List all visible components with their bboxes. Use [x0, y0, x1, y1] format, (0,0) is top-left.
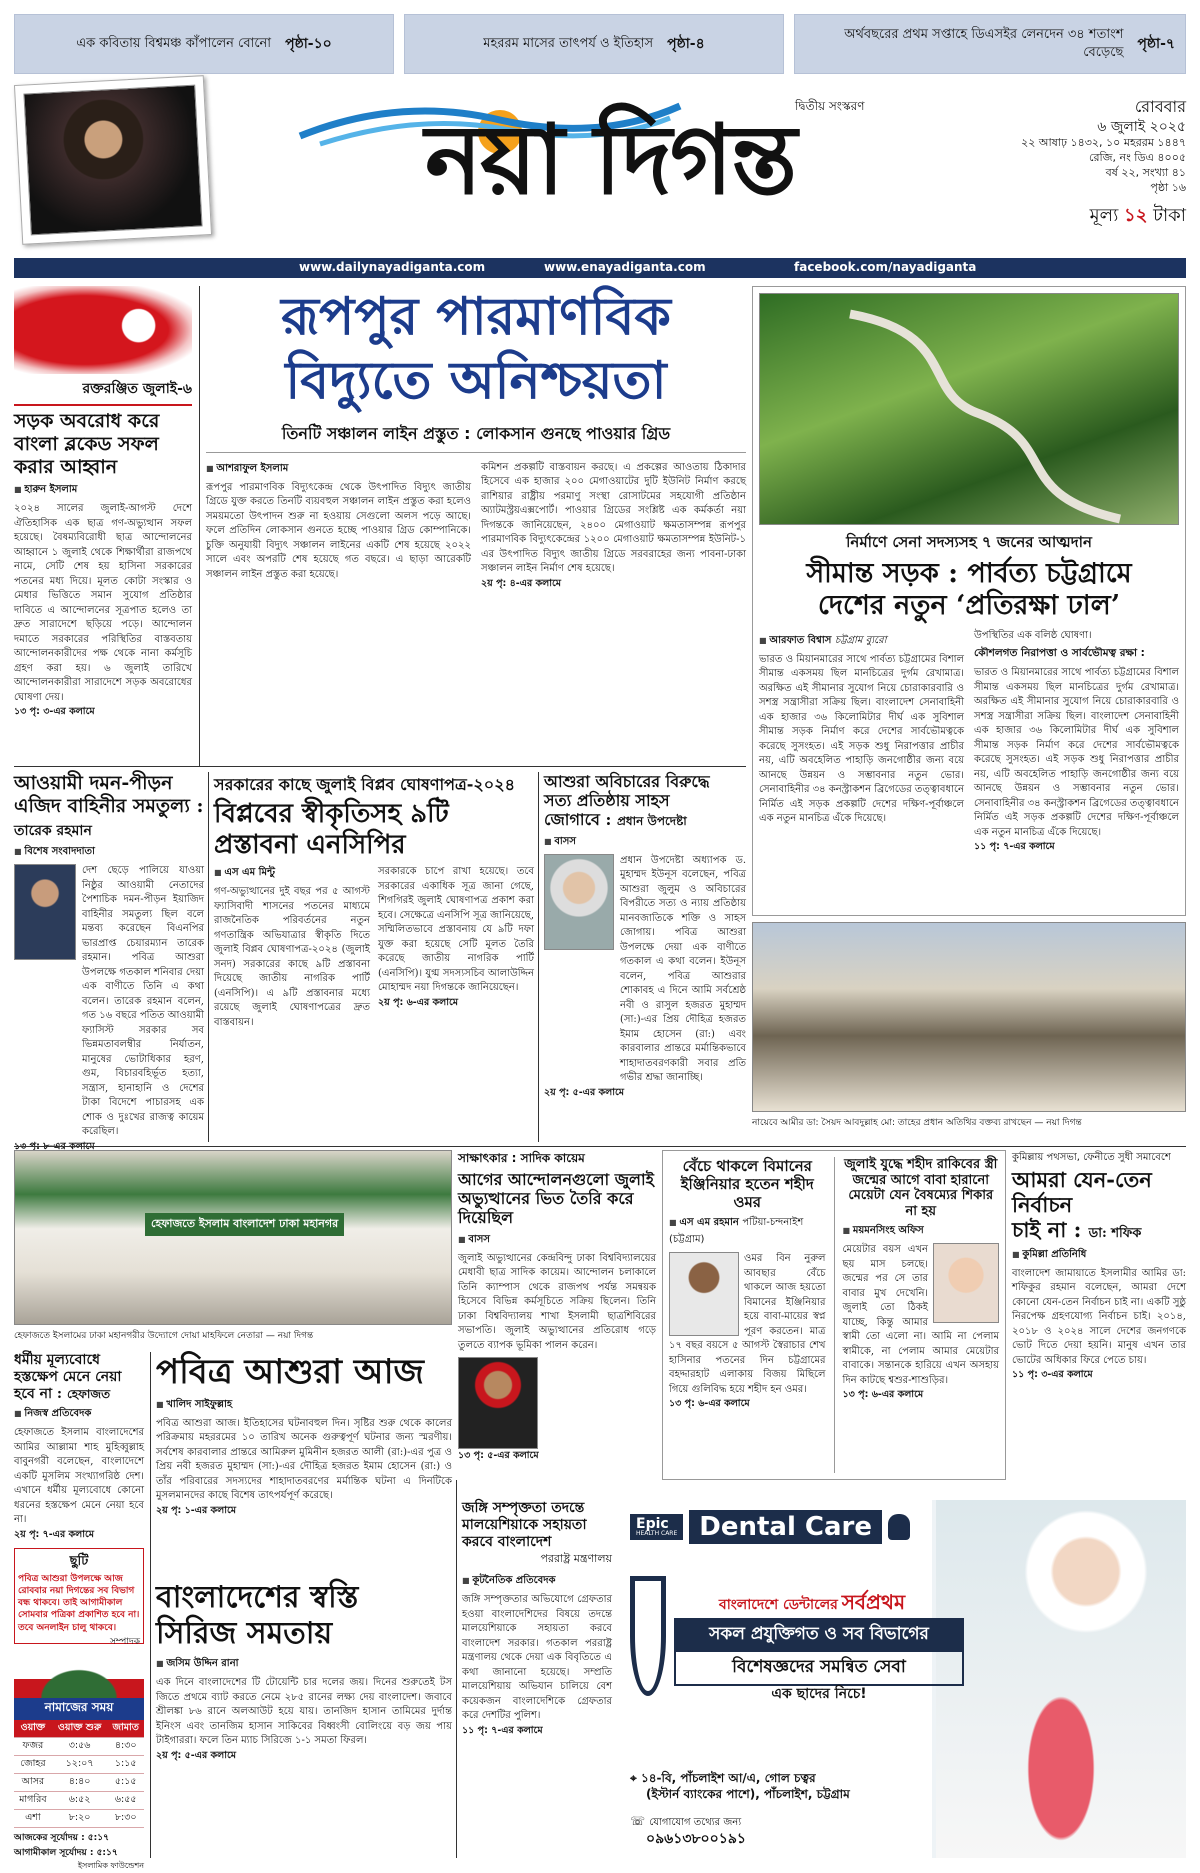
teaser-photo — [23, 85, 202, 236]
notice-title: ছুটি — [69, 1554, 89, 1569]
photo-caption-kicker: নির্মাণে সেনা সদস্যসহ ৭ জনের আত্মদান — [846, 533, 1092, 551]
body: পবিত্র আশুরা আজ। ইতিহাসের ঘটনাবহুল দিন। সৃষ্টির শুরু থেকে কালের পরিক্রমায় মহররমের ১০ তারিখ অনেক গুরুত্বপূর্ণ ঘটনার জন্য স্মরণীয়। সর্বশেষ কারবালার প্রান্তরে আমিরুল মুমিনীন হজরত আলী (রা:)-এর পুত্র ও প্রিয় নবী হজরত মুহাম্মদ (সা:)-এর দৌহিত্র হজরত ইমাম হোসেন (রা:) ও তাঁর পরিবারের সদস্যদের শাহাদাতবরণের মর্মান্তিক ঘটনা এ দিনটিকে মুসলমানদের কাছে বিশেষ তাৎপর্যপূর্ণ করেছে। — [156, 1417, 452, 1502]
teaser-title: অর্থবছরের প্রথম সপ্তাহে ডিএসইর লেনদেন ৩৪ শতাংশ বেড়েছে — [844, 26, 1124, 60]
price-box — [990, 204, 1186, 228]
ad-brand-row — [630, 1510, 910, 1544]
headline-1[interactable]: সীমান্ত সড়ক : পার্বত্য চট্টগ্রামে — [806, 558, 1132, 589]
shafiq-story — [1012, 1150, 1186, 1480]
photo-caption: নায়েবে আমীর ডা: সৈয়দ আবদুল্লাহ মো: তাহের প্রধান অতিথির বক্তব্য রাখছেন — নয়া দিগন্ত — [752, 1118, 1082, 1128]
prayer-credit: ইসলামিক ফাউন্ডেশন — [77, 1861, 144, 1870]
border-road-story — [752, 286, 1186, 916]
headline-1[interactable]: আওয়ামী দমন-পীড়ন — [14, 772, 173, 794]
column-rule — [150, 1352, 151, 1858]
price-label: মূল্য — [1089, 204, 1119, 226]
ad-logo: Epic HEALTH CARE — [630, 1514, 683, 1540]
teaser-page: পৃষ্ঠা-১০ — [285, 36, 332, 52]
reg-label: রেজি, নং ডিএ ৪০০৫ — [1089, 151, 1186, 165]
tarique-story — [14, 772, 204, 1142]
prayer-title: নামাজের সময় — [14, 1698, 144, 1720]
byline: ■ বাসস — [458, 1232, 656, 1249]
photo-caption: হেফাজতে ইসলামের ঢাকা মহানগরীর উদ্যোগে দোয়া মাহফিলে নেতারা — নয়া দিগন্ত — [14, 1331, 314, 1341]
prayer-header: ওয়াক্ত শুরু — [52, 1720, 108, 1738]
left-top-story — [14, 286, 192, 766]
ad-photo — [936, 1500, 1186, 1858]
byline: ■ কূটনৈতিক প্রতিবেদক — [462, 1573, 612, 1590]
price-unit: টাকা — [1153, 204, 1186, 226]
headline-1[interactable]: আশুরা অবিচারের বিরুদ্ধে — [544, 772, 710, 791]
headline[interactable]: আগের আন্দোলনগুলো জুলাই অভ্যুত্থানের ভিত তৈরি করে দিয়েছিল — [458, 1170, 654, 1228]
teaser-photo-frame[interactable] — [14, 75, 212, 245]
byline: ■ কুমিল্লা প্রতিনিধি — [1012, 1247, 1186, 1264]
body: বাংলাদেশ জামায়াতে ইসলামীর আমির ডা: শফিকুর রহমান বলেছেন, আমরা দেশে কোনো যেন-তেন নির্বাচন চাই না। একটি সুষ্ঠু নিরপেক্ষ গ্রহণযোগ্য নির্বাচন চাই। ২০১৪, ২০১৮ ও ২০২৪ সালে দেশের জনগণকে ভোট দিতে দেয়া হয়নি। মানুষ এখন তার ভোটের অধিকার ফিরে পেতে চায়। — [1012, 1267, 1186, 1366]
horizontal-rule — [14, 1146, 1186, 1147]
continued-link[interactable]: ১৩ পৃ: ৫-এর কলামে — [458, 1450, 539, 1462]
prayer-table — [14, 1720, 144, 1828]
headline[interactable]: বেঁচে থাকলে বিমানের ইঞ্জিনিয়ার হতেন শহীদ ওমর — [680, 1157, 814, 1211]
lead-columns — [206, 457, 746, 592]
notice-body: পবিত্র আশুরা উপলক্ষে আজ রোববার নয়া দিগন্তের সব বিভাগ বন্ধ থাকবে। তাই আগামীকাল সোমবার পত্রিকা প্রকাশিত হবে না। তবে অনলাইন চালু থাকবে। — [18, 1574, 140, 1633]
lead-headline-2[interactable]: বিদ্যুতে অনিশ্চয়তা — [285, 350, 667, 412]
rally-photo — [752, 922, 1186, 1112]
ad-service-line-1: সকল প্রযুক্তিগত ও সব বিভাগের — [674, 1618, 964, 1652]
phone-icon: ☏ — [630, 1814, 646, 1828]
ncp-story — [214, 772, 534, 1142]
column-rule — [834, 1157, 835, 1473]
teaser-1[interactable] — [14, 14, 394, 74]
lead-subhead: তিনটি সঞ্চালন লাইন প্রস্তুত : লোকসান গুনছে পাওয়ার গ্রিড — [206, 421, 746, 453]
ashura-today-story — [156, 1352, 452, 1572]
ad-tagline: বাংলাদেশে ডেন্টালের সর্বপ্রথম — [718, 1590, 906, 1614]
cricket-story — [156, 1580, 452, 1858]
kicker: পররাষ্ট্র মন্ত্রণালয় — [540, 1552, 612, 1566]
continued-link[interactable]: ২য় পৃ: ৫-এর কলামে — [544, 1086, 625, 1098]
border-road-photo — [759, 293, 1179, 525]
byline: ■ বাসস — [544, 834, 746, 851]
horizontal-rule — [14, 766, 746, 767]
kicker: সরকারের কাছে জুলাই বিপ্লব ঘোষণাপত্র-২০২৪ — [214, 775, 515, 794]
body: মেয়েটার বয়স এখন ছয় মাস চলছে। জন্মের পর সে তার বাবার মুখ দেখেনি। জুলাই তো ঠিকই যাচ্ছে, কিন্তু আমার স্বামী তো এলো না। আমি না পেলাম স্বামীকে, না পেলাম আমার মেয়েটার বাবাকে। সন্তানকে হারিয়ে এখন অসহায় দিন কাটছে শ্বশুর-শাশুড়ির। — [842, 1244, 1000, 1386]
byline: ■ বিশেষ সংবাদদাতা — [14, 844, 204, 861]
martyr-stories-box — [662, 1150, 1006, 1480]
mosque-icon — [14, 1650, 144, 1698]
site-link-2[interactable]: www.enayadiganta.com — [544, 260, 706, 274]
tooth-icon — [888, 1514, 910, 1540]
body: ২০২৪ সালের জুলাই-আগস্ট দেশে ঐতিহাসিক এক ছাত্র গণ-অভ্যুত্থান সফল হয়েছে। বৈষম্যবিরোধী ছাত্র আন্দোলনের আহ্বানে ১ জুলাই থেকে শিক্ষার্থীরা রাজপথে নামে, সেটি শেষ হয় হাসিনা সরকারের পতনের মধ্য দিয়ে। মূলত কোটা সংস্কার ও মেধার ভিত্তিতে সমান সুযোগ প্রতিষ্ঠার দাবিতে এ আন্দোলনের সূত্রপাত হলেও তা দ্রুত সারাদেশে ছড়িয়ে পড়ে। আন্দোলন দমাতে সরকারের পরিস্থিতির বাস্তবতায় আন্দোলনকারীদের পক্ষ থেকে নানা কর্মসূচি গ্রহণ করা হয়। ৬ জুলাই তারিখে আন্দোলনকারীরা সারাদেশে সড়ক অবরোধের ঘোষণা দেয়। — [14, 503, 192, 703]
story-body-wrap — [458, 1252, 656, 1354]
day-label: রোববার — [1134, 97, 1186, 116]
body: প্রধান উপদেষ্টা অধ্যাপক ড. মুহাম্মদ ইউনূস বলেছেন, পবিত্র আশুরা জুলুম ও অবিচারের বিপরীতে সত্য ও ন্যায় প্রতিষ্ঠায় মানবজাতিকে শক্তি ও সাহস জোগায়। পবিত্র আশুরা উপলক্ষে দেয়া এক বাণীতে গতকাল এ কথা বলেন। ইউনূস বলেন, পবিত্র আশুরার শোকাবহ এ দিনে আমি সর্বশ্রেষ্ঠ নবী ও রাসুল হজরত মুহাম্মদ (সা:)-এর প্রিয় দৌহিত্র হজরত ইমাম হোসেন (রা:) এবং কারবালার প্রান্তরে মর্মান্তিকভাবে শাহাদাতবরণকারী সবার প্রতি গভীর শ্রদ্ধা জানাচ্ছি। — [620, 854, 746, 1084]
series-label: রক্তরঞ্জিত জুলাই-৬ — [14, 374, 192, 406]
ad-brand: Dental Care — [689, 1510, 882, 1544]
prayer-header: ওয়াক্ত — [14, 1720, 52, 1738]
tarique-photo — [14, 864, 76, 960]
prayer-row: এশা ৮:২০ ৮:৩০ — [14, 1810, 144, 1828]
location-icon: ⌖ — [630, 1771, 637, 1785]
headline-1[interactable]: আমরা যেন-তেন নির্বাচন — [1012, 1167, 1152, 1218]
headline-1[interactable]: বাংলাদেশের স্বস্তি — [156, 1580, 359, 1615]
prayer-row: জোহর ১২:০৭ ১:১৫ — [14, 1756, 144, 1774]
headline[interactable]: ধর্মীয় মূল্যবোধে হস্তক্ষেপ মেনে নেয়া হবে না : হেফাজত — [14, 1352, 122, 1402]
teaser-title: এক কবিতায় বিশ্বমঞ্চ কাঁপালেন বোনো — [76, 35, 272, 51]
continued-link[interactable]: ১১ পৃ: ৩-এর কলামে — [1012, 1369, 1093, 1381]
sadik-story — [458, 1150, 656, 1480]
body: দেশ ছেড়ে পালিয়ে যাওয়া নিষ্ঠুর আওয়ামী নেতাদের পৈশাচিক দমন-পীড়ন ইয়াজিদ বাহিনীর সমতুল্য ছিল বলে মন্তব্য করেছেন বিএনপির ভারপ্রাপ্ত চেয়ারম্যান তারেক রহমান। পবিত্র আশুরা উপলক্ষে গতকাল শনিবার দেয়া এক বাণীতে তিনি এ কথা বলেন। তারেক রহমান বলেন, গত ১৬ বছরে পতিত আওয়ামী ফ্যাসিস্ট সরকার সব ভিন্নমতাবলম্বীর নির্যাতন, মানুষের ভোটাধিকার হরণ, গুম, বিচারবহির্ভূত হত্যা, সন্ত্রাস, হানাহানি ও দেশের টাকা বিদেশে পাচারসহ এক শোক ও দুঃখের রাজত্ব কায়েম করেছিল। — [82, 865, 204, 1138]
intro: উপস্থিতির এক বলিষ্ঠ ঘোষণা। — [974, 629, 1092, 641]
date-label: ৬ জুলাই ২০২৫ — [1097, 118, 1186, 135]
edition-label: দ্বিতীয় সংস্করণ — [795, 99, 865, 113]
story-columns — [214, 861, 534, 1030]
baby-photo — [933, 1243, 999, 1323]
continued-link[interactable]: ২য় পৃ: ১-এর কলামে — [156, 1504, 237, 1516]
yunus-story — [544, 772, 746, 1142]
date-alt-label: ২২ আষাঢ় ১৪৩২, ১০ মহররম ১৪৪৭ — [1021, 136, 1186, 150]
body: হেফাজতে ইসলাম বাংলাদেশের আমির আল্লামা শাহ মুহিব্বুল্লাহ বাবুনগরী বলেছেন, বাংলাদেশে একটি মুসলিম সংখ্যাগরিষ্ঠ দেশ। এখানে ধর্মীয় মূল্যবোধে কোনো ধরনের হস্তক্ষেপ মেনে নেয়া হবে না। — [14, 1427, 144, 1526]
lead-headline-1[interactable]: রূপপুর পারমাণবিক — [281, 286, 671, 347]
hefazat-banner-text: হেফাজতে ইসলাম বাংলাদেশ ঢাকা মহানগর — [145, 1213, 344, 1236]
body-col-2: কমিশন প্রকল্পটি বাস্তবায়ন করছে। এ প্রকল্পের আওতায় ঠিকাদার হিসেবে এক হাজার ২০০ মেগাওয়াটের দুটি ইউনিট নির্মাণ করছে রাশিয়ার রাষ্ট্রীয় পরমাণু সংস্থা রোসাটমের সহযোগী প্রতিষ্ঠান অ্যাটমস্ট্রয়এক্সপোর্ট। পাওয়ার গ্রিডের সংশ্লিষ্ট এক কর্মকর্তা নয়া দিগন্তকে জানিয়েছেন, ২৪০০ মেগাওয়াট ক্ষমতাসম্পন্ন রূপপুর পারমাণবিক বিদ্যুৎকেন্দ্রের ১২০০ মেগাওয়াট ক্ষমতাসম্পন্ন ইউনিট-১ এর উৎপাদিত বিদ্যুৎ জাতীয় গ্রিডে সরবরাহের জন্য পাবনা-ঢাকা সঞ্চালন লাইন নির্মাণ শেষ হয়েছে। — [481, 461, 746, 575]
body: জুলাই অভ্যুত্থানের কেন্দ্রবিন্দু ঢাকা বিশ্ববিদ্যালয়ের মেধাবী ছাত্র সাদিক কায়েম। আন্দোলন চলাকালে তিনি ক্যাম্পাস থেকে রাজপথ পর্যন্ত সমন্বয়ক হিসেবে বিভিন্ন কর্মসূচিতে সক্রিয় ছিলেন। তিনি ঢাকা বিশ্ববিদ্যালয় শাখা ইসলামী ছাত্রশিবিরের সভাপতি। জুলাই অভ্যুত্থানের প্রতিরোধ গড়ে তুলতে ব্যাপক ভূমিকা পালন করেন। — [458, 1252, 656, 1351]
rally-photo-block — [752, 922, 1186, 1142]
body-col-1: গণ-অভ্যুত্থানের দুই বছর পর ৫ আগস্ট ফ্যাসিবাদী শাসনের পতনের মাধ্যমে রাজনৈতিক পরিবর্তনের নতুন গণতান্ত্রিক অভিযাত্রার স্বীকৃতি দিতে জুলাই বিপ্লব ঘোষণাপত্র-২০২৪ (জুলাই সনদ) সরকারের কাছে ৯টি প্রস্তাবনা দিয়েছে জাতীয় নাগরিক পার্টি (এনসিপি)। এ ৯টি প্রস্তাবনার মধ্যে রয়েছে জুলাই ঘোষণাপত্রের দ্রুত বাস্তবায়ন। — [214, 886, 370, 1028]
headline-2[interactable]: সত্য প্রতিষ্ঠায় সাহস — [544, 791, 670, 811]
ad-shield — [630, 1576, 666, 1696]
price-value: ১২ — [1124, 204, 1148, 226]
byline: ■ আরফাত বিশ্বাস চট্টগ্রাম ব্যুরো — [759, 633, 964, 650]
prayer-header: জামাত — [107, 1720, 144, 1738]
hefazat-story — [14, 1352, 144, 1542]
holiday-notice — [14, 1548, 144, 1647]
dental-care-ad[interactable] — [622, 1500, 1186, 1858]
bimaner-story — [669, 1157, 826, 1473]
subhead: কৌশলগত নিরাপত্তা ও সার্বভৌমত্ব রক্ষা : — [974, 647, 1145, 660]
body: ভারত ও মিয়ানমারের সাথে পার্বত্য চট্টগ্রামের বিশাল সীমান্ত একসময় ছিল মানচিত্রের দুর্গম রেখামাত্র। অরক্ষিত এই সীমানার সুযোগ নিয়ে চোরাকারবারি ও সশস্ত্র সন্ত্রাসীরা সক্রিয় ছিল। বাংলাদেশ সেনাবাহিনী এক হাজার ৩৬ কিলোমিটার দীর্ঘ এক সুবিশাল সীমান্ত সড়ক নির্মাণ করে দেশের সার্বভৌমত্বকে করেছে সুসংহত। এই সড়ক শুধু নিরাপত্তার প্রাচীর নয়, এটি অবহেলিত পাহাড়ি জনগোষ্ঠীর জন্য বয়ে আনছে উন্নয়ন ও সম্ভাবনার নতুন ভোর। সেনাবাহিনীর ৩৪ কনস্ট্রাকশন ব্রিগেডের তত্ত্বাবধানে নির্মিত এই সড়ক প্রকল্পটি দেশের দক্ষিণ-পূর্বাঞ্চলে এক নতুন মানচিত্র এঁকে দিয়েছে। — [759, 653, 964, 825]
byline: ■ খালিদ সাইফুল্লাহ — [156, 1397, 452, 1414]
headline-1[interactable]: বিপ্লবের স্বীকৃতিসহ ৯টি — [214, 799, 449, 829]
column-rule — [538, 772, 539, 1142]
body: জঙ্গি সম্পৃক্ততার অভিযোগে গ্রেফতার হওয়া বাংলাদেশিদের বিষয়ে তদন্তে মালয়েশিয়াকে সহায়তা করবে বাংলাদেশ সরকার। গতকাল পররাষ্ট্র মন্ত্রণালয় থেকে দেয়া এক বিবৃতিতে এ কথা জানানো হয়েছে। সম্প্রতি মালয়েশিয়ায় অভিযান চালিয়ে বেশ কয়েকজন বাংলাদেশিকে গ্রেফতার করে দেশটির পুলিশ। — [462, 1594, 612, 1722]
sunrise-label: আজকের সূর্যোদয় : ৫:১৭ — [14, 1833, 109, 1843]
byline: ■ এস এম রহমান পটিয়া-চন্দনাইশ (চট্টগ্রাম) — [669, 1215, 826, 1249]
kicker: সাক্ষাৎকার : সাদিক কায়েম — [458, 1151, 585, 1165]
body-col-1: রূপপুর পারমাণবিক বিদ্যুৎকেন্দ্র থেকে উৎপাদিত বিদ্যুৎ জাতীয় গ্রিডে যুক্ত করতে তিনটি ব্যয়বহুল সঞ্চালন লাইন প্রস্তুত করা হলেও সময়মতো উৎপাদন শুরু না হওয়ায় সেগুলো অলস পড়ে আছে। ফলে প্রতিদিন লোকসান গুনতে হচ্ছে পাওয়ার গ্রিড কোম্পানিকে। চুক্তি অনুযায়ী বিদ্যুৎ সঞ্চালন লাইনের একটি শেষ হয়েছে ২০২২ সালে এবং অপরটি শেষ হয়েছে গত বছরে। এ ছাড়া আরেকটি সঞ্চালন লাইন প্রস্তুত করা হয়েছে। — [206, 481, 471, 580]
body-col-2: সরকারকে চাপে রাখা হয়েছে। তবে সরকারের একাধিক সূত্র জানা গেছে, শিগগিরই জুলাই ঘোষণাপত্র প্রকাশ করা হবে। সেক্ষেত্রে এনসিপি সূত্র জানিয়েছে, সম্মিলিতভাবে প্রস্তাবনায় যে ৯টি দফা যুক্ত করা হয়েছে সেটি মূলত তৈরি করেছে জাতীয় নাগরিক পার্টি (এনসিপি)। যুগ্ম সদস্যসচিব আলাউদ্দিন মোহাম্মদ নয়া দিগন্তকে জানিয়েছেন। — [378, 866, 534, 994]
kicker: কুমিল্লায় পথসভা, ফেনীতে সুধী সমাবেশে — [1012, 1152, 1171, 1163]
yunus-photo — [544, 854, 614, 950]
lead-story — [206, 286, 746, 766]
headline-3[interactable]: জোগাবে : প্রধান উপদেষ্টা — [544, 810, 687, 830]
story-columns — [759, 629, 1179, 856]
sunset-label: আগামীকাল সূর্যোদয় : ৫:১৭ — [14, 1848, 118, 1858]
prayer-times — [14, 1650, 144, 1870]
rakib-story — [843, 1157, 1000, 1473]
body: এক দিনে বাংলাদেশের টি টোয়েন্টি চার দলের জয়। দিনের শুরুতেই টস জিতে প্রথমে ব্যাট করতে নেমে ২৮৫ রানের লক্ষ্য দেয় বাংলাদেশ। জবাবে শ্রীলঙ্কা ৮৬ রানে অলআউট হয়ে যায়। তানজিদ হাসান তামিমের দুর্দান্ত ইনিংস এবং তানজিম হাসান সাকিবের বিধ্বংসী বোলিংয়ে বড় জয় পায় টাইগাররা। ফলে তিন ম্যাচ সিরিজে ১-১ সমতা ফিরল। — [156, 1677, 452, 1746]
teaser-3[interactable] — [794, 14, 1186, 74]
byline: ■ জসিম উদ্দিন রানা — [156, 1656, 452, 1673]
headline-2[interactable]: সিরিজ সমতায় — [156, 1616, 333, 1651]
column-rule — [199, 286, 200, 766]
headline[interactable]: সড়ক অবরোধ করে বাংলা ব্লকেড সফল করার আহ্বান — [14, 410, 160, 478]
byline: ■ ময়মনসিংহ অফিস — [843, 1223, 1000, 1240]
blood-splash-graphic — [14, 286, 192, 374]
continued-link[interactable]: ১১ পৃ: ৭-এর কলামে — [974, 841, 1055, 853]
teaser-page: পৃষ্ঠা-৭ — [1137, 36, 1175, 52]
teaser-2[interactable] — [404, 14, 784, 74]
teaser-page: পৃষ্ঠা-৪ — [667, 36, 705, 52]
ad-service-line-2: বিশেষজ্ঞদের সমন্বিত সেবা — [674, 1650, 964, 1686]
site-link-1[interactable]: www.dailynayadiganta.com — [299, 260, 486, 274]
notice-sign: সম্পাদক — [109, 1636, 140, 1647]
sadik-photo — [458, 1357, 538, 1449]
byline: ■ আশরাফুল ইসলাম — [206, 461, 471, 478]
omar-photo — [669, 1252, 739, 1336]
continued-link[interactable]: ১৩ পৃ: ৬-এর কলামে — [842, 1389, 924, 1401]
continued-link[interactable]: ১৩ পৃ: ৬-এর কলামে — [669, 1398, 750, 1409]
column-rule — [456, 1480, 457, 1858]
headline[interactable]: জঙ্গি সম্পৃক্ততা তদন্তে মালয়েশিয়াকে সহায়তা করবে বাংলাদেশ — [462, 1500, 587, 1550]
teaser-title: মহররম মাসের তাৎপর্য ও ইতিহাস — [483, 35, 654, 51]
volume-label: বর্ষ ২২, সংখ্যা ৪১ — [1105, 166, 1186, 180]
byline: ■ এস এম মিন্টু — [214, 865, 370, 882]
prayer-row: ফজর ৩:৫৬ ৪:৩০ — [14, 1738, 144, 1756]
byline: ■ নিজস্ব প্রতিবেদক — [14, 1406, 144, 1423]
body-continued: ভারত ও মিয়ানমারের সাথে পার্বত্য চট্টগ্রামের বিশাল সীমান্ত একসময় ছিল মানচিত্রের দুর্গম রেখামাত্র। অরক্ষিত এই সীমানার সুযোগ নিয়ে চোরাকারবারি ও সশস্ত্র সন্ত্রাসীরা সক্রিয় ছিল। বাংলাদেশ সেনাবাহিনী এক হাজার ৩৬ কিলোমিটার দীর্ঘ এক সুবিশাল সীমান্ত সড়ক নির্মাণ করে দেশের সার্বভৌমত্বকে করেছে সুসংহত। এই সড়ক শুধু নিরাপত্তার প্রাচীর নয়, এটি অবহেলিত পাহাড়ি জনগোষ্ঠীর জন্য বয়ে আনছে উন্নয়ন ও সম্ভাবনার নতুন ভোর। সেনাবাহিনীর ৩৪ কনস্ট্রাকশন ব্রিগেডের তত্ত্বাবধানে নির্মিত এই সড়ক প্রকল্পটি দেশের দক্ষিণ-পূর্বাঞ্চলে এক নতুন মানচিত্র এঁকে দিয়েছে। — [974, 667, 1179, 838]
column-rule — [208, 772, 209, 1142]
body: ওমর বিন নুরুল আবছার বেঁচে থাকলে আজ হয়তো বিমানের ইঞ্জিনিয়ার হয়ে বাবা-মায়ের স্বপ্ন পূরণ করতেন। মাত্র ১৭ বছর বয়সে ৫ আগস্ট স্বৈরাচার শেখ হাসিনার পতনের দিন চট্টগ্রামের বহদ্দারহাট এলাকায় বিজয় মিছিলে গিয়ে গুলিবিদ্ধ হয়ে শহীদ হন ওমর। — [669, 1253, 826, 1395]
continued-link[interactable]: ২য় পৃ: ৫-এর কলামে — [156, 1749, 237, 1761]
headline-2[interactable]: চাই না : ডা: শফিক — [1012, 1217, 1142, 1243]
malaysia-story — [462, 1500, 612, 1858]
story-body-wrap — [544, 854, 746, 1086]
headline[interactable]: জুলাই যুদ্ধে শহীদ রাকিবের স্ত্রী জন্মের আগে বাবা হারানো মেয়েটা যেন বৈষম্যের শিকার না হয় — [844, 1157, 998, 1219]
continued-link[interactable]: ২য় পৃ: ৪-এর কলামে — [481, 577, 562, 589]
headline[interactable]: পবিত্র আশুরা আজ — [156, 1352, 424, 1392]
hefazat-photo — [14, 1150, 452, 1325]
prayer-row: মাগরিব ৬:৫২ ৬:৫৫ — [14, 1792, 144, 1810]
continued-link[interactable]: ১১ পৃ: ৭-এর কলামে — [462, 1724, 543, 1736]
continued-link[interactable]: ১৩ পৃ: ৩-এর কলামে — [14, 706, 95, 718]
headline-2[interactable]: প্রস্তাবনা এনসিপির — [214, 830, 406, 861]
story-body-wrap — [14, 864, 204, 1140]
prayer-row: আসর ৪:৪০ ৫:১৫ — [14, 1774, 144, 1792]
hefazat-photo-block — [14, 1150, 452, 1345]
pages-label: পৃষ্ঠা ১৬ — [1150, 181, 1186, 195]
ad-service-line-3: এক ছাদের নিচে! — [771, 1686, 867, 1702]
facebook-link[interactable]: facebook.com/nayadiganta — [794, 260, 977, 274]
martyr-columns — [669, 1157, 999, 1473]
byline: ■ হারুন ইসলাম — [14, 482, 192, 499]
ad-phone: ☏ যোগাযোগ তথ্যের জন্য ০৯৬১৩৮০০১৯১ — [630, 1814, 747, 1847]
headline-2[interactable]: এজিদ বাহিনীর সমতুল্য : তারেক রহমান — [14, 794, 204, 839]
winding-road-illustration — [760, 294, 1180, 526]
continued-link[interactable]: ২য় পৃ: ৭-এর কলামে — [14, 1528, 95, 1540]
continued-link[interactable]: ২য় পৃ: ৬-এর কলামে — [378, 996, 459, 1008]
masthead-meta — [990, 96, 1186, 228]
masthead-title: নয়া দিগন্ত — [424, 103, 796, 216]
headline-2[interactable]: দেশের নতুন ‘প্রতিরক্ষা ঢাল’ — [817, 590, 1121, 622]
ad-address: ⌖ ১৪-বি, পাঁচলাইশ আ/এ, গোল চত্বর (ইস্টার্ন ব্যাংকের পাশে), পাঁচলাইশ, চট্টগ্রাম — [630, 1771, 850, 1802]
links-bar — [14, 258, 1186, 278]
